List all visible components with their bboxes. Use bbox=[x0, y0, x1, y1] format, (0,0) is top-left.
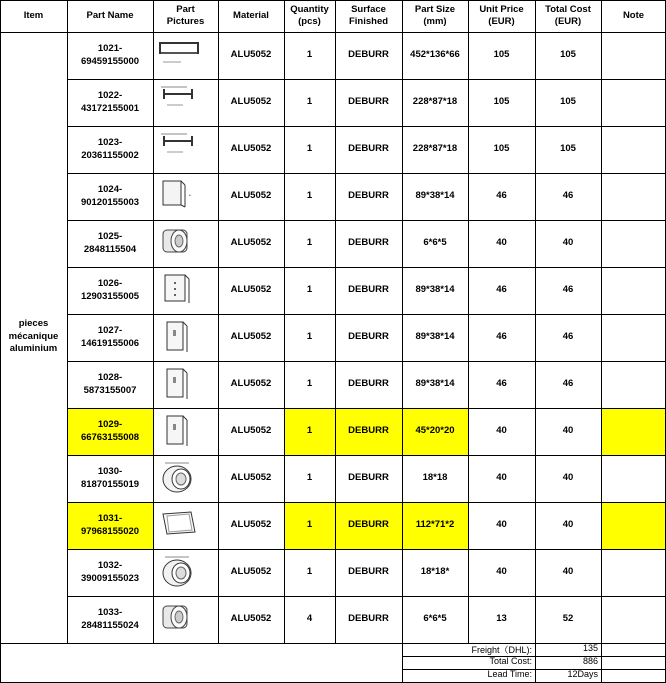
part-name: 1026- 12903155005 bbox=[80, 278, 140, 302]
grid-line bbox=[601, 643, 602, 683]
quantity: 1 bbox=[306, 331, 313, 343]
part-name: 1030- 81870155019 bbox=[80, 466, 140, 490]
part-name: 1032- 39009155023 bbox=[80, 560, 140, 584]
quantity: 1 bbox=[306, 143, 313, 155]
header-quantity: Quantity (pcs) bbox=[290, 3, 329, 27]
part-name: 1021- 69459155000 bbox=[80, 43, 140, 67]
total-cost: 46 bbox=[562, 378, 574, 390]
grid-line bbox=[67, 173, 666, 174]
unit-price: 40 bbox=[496, 566, 507, 578]
grid-line bbox=[67, 455, 666, 456]
total-cost: 105 bbox=[560, 49, 576, 61]
total-cost: 40 bbox=[562, 237, 574, 249]
part-picture bbox=[157, 412, 203, 450]
header-item: Item bbox=[23, 9, 44, 21]
part-picture bbox=[157, 36, 203, 74]
grid-line bbox=[67, 596, 666, 597]
part-name: 1031- 97968155020 bbox=[80, 513, 140, 537]
part-name: 1023- 20361155002 bbox=[81, 137, 139, 161]
header-part-pictures: Part Pictures bbox=[166, 3, 205, 27]
part-picture bbox=[157, 506, 203, 544]
material: ALU5052 bbox=[230, 190, 272, 202]
part-picture bbox=[157, 459, 203, 497]
quantity: 1 bbox=[306, 378, 313, 390]
grid-line bbox=[0, 0, 1, 644]
part-picture bbox=[157, 83, 203, 121]
unit-price: 105 bbox=[493, 49, 510, 61]
part-size: 452*136*66 bbox=[410, 49, 460, 61]
quantity: 1 bbox=[306, 190, 313, 202]
grid-line bbox=[67, 361, 666, 362]
part-name: 1033- 28481155024 bbox=[81, 607, 139, 631]
header-unit-price: Unit Price (EUR) bbox=[479, 3, 524, 27]
grid-line bbox=[0, 0, 666, 1]
grid-line bbox=[0, 32, 666, 33]
part-picture bbox=[157, 553, 203, 591]
header-material: Material bbox=[233, 9, 269, 21]
grid-line bbox=[0, 643, 67, 644]
grid-line bbox=[284, 0, 285, 644]
material: ALU5052 bbox=[230, 331, 272, 343]
part-size: 89*38*14 bbox=[415, 331, 455, 343]
surface-finished: DEBURR bbox=[348, 190, 389, 202]
grid-line bbox=[153, 0, 154, 644]
total-cost: 40 bbox=[562, 425, 574, 437]
footer-leadtime-label: Lead Time: bbox=[487, 669, 532, 679]
part-picture bbox=[157, 130, 203, 168]
part-size: 112*71*2 bbox=[415, 519, 455, 531]
grid-line bbox=[535, 0, 536, 644]
material: ALU5052 bbox=[230, 284, 272, 296]
part-name: 1025- 2848115504 bbox=[83, 231, 137, 255]
surface-finished: DEBURR bbox=[348, 237, 389, 249]
part-picture bbox=[157, 271, 203, 309]
grid-line bbox=[0, 643, 1, 683]
quantity: 1 bbox=[306, 49, 313, 61]
total-cost: 52 bbox=[562, 613, 574, 625]
part-name: 1027- 14619155006 bbox=[80, 325, 140, 349]
item-group-label: pieces mécanique aluminium bbox=[8, 318, 59, 355]
surface-finished: DEBURR bbox=[348, 472, 389, 484]
material: ALU5052 bbox=[230, 143, 272, 155]
part-size: 228*87*18 bbox=[412, 96, 458, 108]
quantity: 1 bbox=[306, 425, 313, 437]
surface-finished: DEBURR bbox=[348, 331, 389, 343]
grid-line bbox=[67, 549, 666, 550]
part-name: 1028- 5873155007 bbox=[83, 372, 137, 396]
grid-line bbox=[67, 79, 666, 80]
grid-line bbox=[218, 0, 219, 644]
grid-line bbox=[67, 314, 666, 315]
part-picture bbox=[157, 177, 203, 215]
part-size: 18*18* bbox=[420, 566, 450, 578]
material: ALU5052 bbox=[230, 472, 272, 484]
unit-price: 105 bbox=[493, 143, 510, 155]
part-size: 18*18 bbox=[422, 472, 448, 484]
quantity: 1 bbox=[306, 519, 313, 531]
unit-price: 40 bbox=[496, 237, 507, 249]
footer-leadtime-value: 12Days bbox=[567, 669, 598, 679]
material: ALU5052 bbox=[230, 49, 272, 61]
material: ALU5052 bbox=[230, 425, 272, 437]
grid-line bbox=[67, 220, 666, 221]
material: ALU5052 bbox=[230, 613, 272, 625]
header-surface-finished: Surface Finished bbox=[348, 3, 389, 27]
header-part-size: Part Size (mm) bbox=[414, 3, 456, 27]
header-total-cost: Total Cost (EUR) bbox=[545, 3, 591, 27]
header-part-name: Part Name bbox=[86, 9, 134, 21]
part-size: 89*38*14 bbox=[415, 284, 455, 296]
part-picture bbox=[157, 224, 203, 262]
part-picture bbox=[157, 318, 203, 356]
part-size: 6*6*5 bbox=[423, 237, 447, 249]
grid-line bbox=[402, 0, 403, 644]
footer-freight-label: Freight（DHL): bbox=[471, 645, 532, 655]
surface-finished: DEBURR bbox=[348, 284, 389, 296]
grid-line bbox=[468, 0, 469, 644]
surface-finished: DEBURR bbox=[348, 378, 389, 390]
material: ALU5052 bbox=[230, 237, 272, 249]
footer-total-label: Total Cost: bbox=[489, 656, 532, 666]
quantity: 4 bbox=[306, 613, 313, 625]
surface-finished: DEBURR bbox=[348, 566, 389, 578]
grid-line bbox=[67, 126, 666, 127]
quantity: 1 bbox=[306, 472, 313, 484]
total-cost: 40 bbox=[562, 519, 574, 531]
grid-line bbox=[67, 0, 68, 644]
part-name: 1029- 66763155008 bbox=[80, 419, 140, 443]
total-cost: 40 bbox=[562, 566, 574, 578]
unit-price: 46 bbox=[496, 190, 507, 202]
footer-freight-value: 135 bbox=[582, 643, 598, 653]
grid-line bbox=[402, 643, 403, 683]
unit-price: 46 bbox=[496, 284, 507, 296]
unit-price: 13 bbox=[496, 613, 507, 625]
unit-price: 46 bbox=[496, 378, 507, 390]
surface-finished: DEBURR bbox=[348, 143, 389, 155]
grid-line bbox=[67, 408, 666, 409]
quantity: 1 bbox=[306, 566, 313, 578]
part-picture bbox=[157, 600, 203, 638]
surface-finished: DEBURR bbox=[348, 425, 389, 437]
quantity: 1 bbox=[306, 237, 313, 249]
surface-finished: DEBURR bbox=[348, 613, 389, 625]
highlight-cell bbox=[601, 502, 666, 549]
total-cost: 46 bbox=[562, 284, 574, 296]
part-name: 1024- 90120155003 bbox=[80, 184, 140, 208]
quantity: 1 bbox=[306, 96, 313, 108]
part-name: 1022- 43172155001 bbox=[80, 90, 140, 114]
surface-finished: DEBURR bbox=[348, 49, 389, 61]
part-size: 228*87*18 bbox=[412, 143, 458, 155]
footer-total-value: 886 bbox=[582, 656, 598, 666]
material: ALU5052 bbox=[230, 566, 272, 578]
part-size: 89*38*14 bbox=[415, 190, 455, 202]
svg-text:•: • bbox=[189, 193, 191, 199]
unit-price: 40 bbox=[496, 519, 507, 531]
unit-price: 40 bbox=[496, 472, 507, 484]
grid-line bbox=[67, 502, 666, 503]
surface-finished: DEBURR bbox=[348, 96, 389, 108]
header-note: Note bbox=[622, 9, 645, 21]
grid-line bbox=[335, 0, 336, 644]
highlight-cell bbox=[601, 408, 666, 455]
grid-line bbox=[67, 267, 666, 268]
surface-finished: DEBURR bbox=[348, 519, 389, 531]
total-cost: 105 bbox=[560, 96, 576, 108]
total-cost: 40 bbox=[562, 472, 574, 484]
part-picture bbox=[157, 365, 203, 403]
part-size: 89*38*14 bbox=[415, 378, 455, 390]
unit-price: 46 bbox=[496, 331, 507, 343]
total-cost: 105 bbox=[560, 143, 576, 155]
total-cost: 46 bbox=[562, 190, 574, 202]
material: ALU5052 bbox=[230, 519, 272, 531]
material: ALU5052 bbox=[230, 96, 272, 108]
total-cost: 46 bbox=[562, 331, 574, 343]
grid-line bbox=[601, 0, 602, 644]
unit-price: 105 bbox=[493, 96, 510, 108]
unit-price: 40 bbox=[496, 425, 507, 437]
material: ALU5052 bbox=[230, 378, 272, 390]
part-size: 45*20*20 bbox=[415, 425, 455, 437]
part-size: 6*6*5 bbox=[423, 613, 447, 625]
quantity: 1 bbox=[306, 284, 313, 296]
